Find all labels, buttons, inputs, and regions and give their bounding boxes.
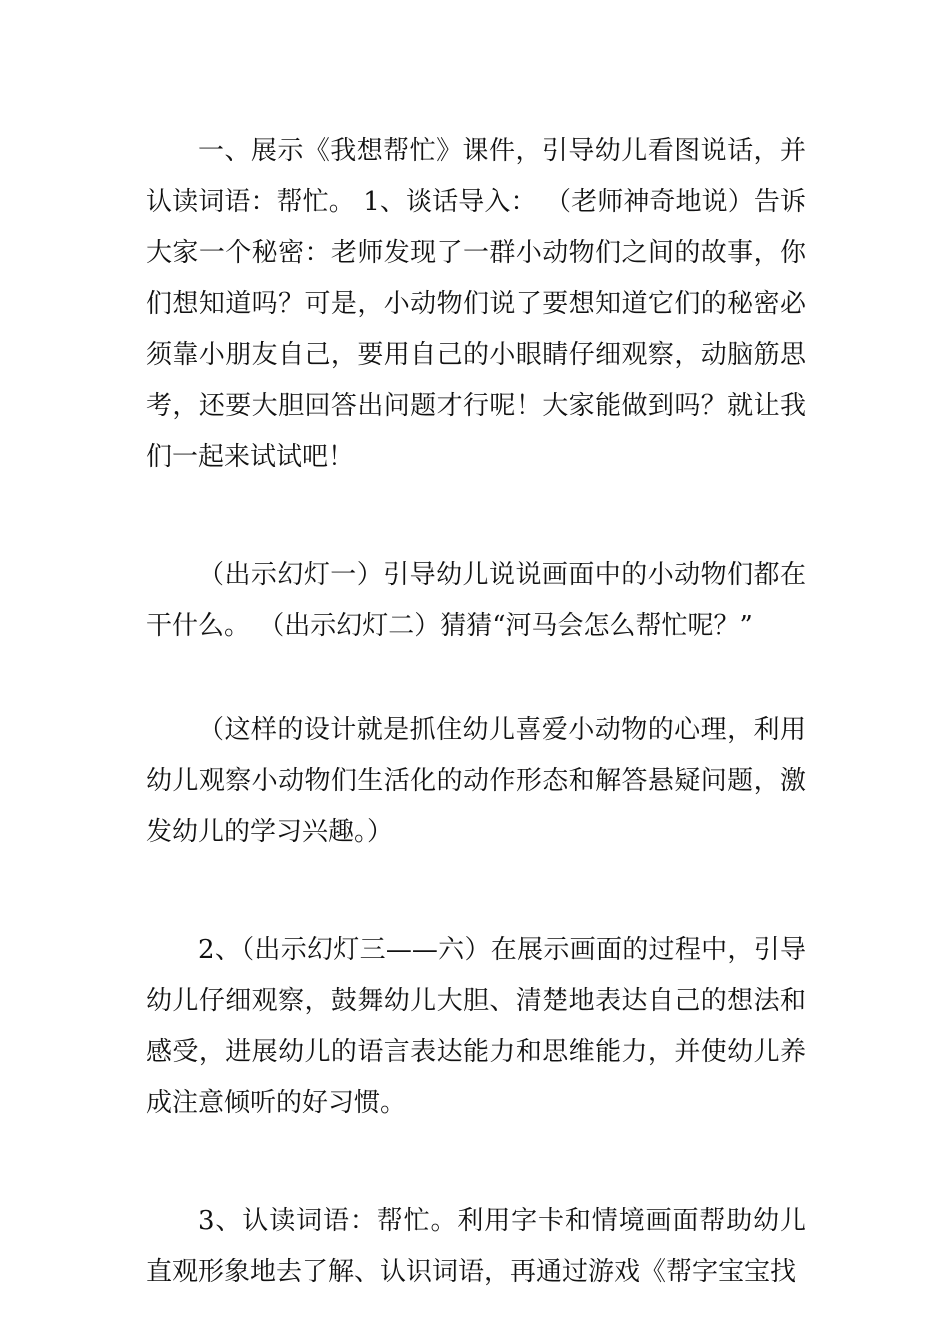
paragraph-word-reading: 3、认读词语：帮忙。利用字卡和情境画面帮助幼儿直观形象地去了解、认识词语，再通过游戏《帮字宝宝找 bbox=[146, 1206, 806, 1287]
document-body bbox=[146, 126, 806, 1298]
paragraph-slides-one-two: （出示幻灯一）引导幼儿说说画面中的小动物们都在干什么。 （出示幻灯二）猜猜“河马会怎么帮忙呢？” bbox=[146, 560, 806, 641]
paragraph-design-note: （这样的设计就是抓住幼儿喜爱小动物的心理，利用幼儿观察小动物们生活化的动作形态和解答悬疑问题，激发幼儿的学习兴趣。） bbox=[146, 715, 806, 847]
paragraph-slides-three-six: 2、（出示幻灯三——六）在展示画面的过程中，引导幼儿仔细观察，鼓舞幼儿大胆、清楚地表达自己的想法和感受，进展幼儿的语言表达能力和思维能力，并使幼儿养成注意倾听的好习惯。 bbox=[146, 935, 806, 1118]
paragraph-intro: 一、展示《我想帮忙》课件，引导幼儿看图说话，并认读词语：帮忙。 1、谈话导入： （老师神奇地说）告诉大家一个秘密：老师发现了一群小动物们之间的故事，你们想知道吗？可是，小动物们说了要想知道它们的秘密必须靠小朋友自己，要用自己的小眼睛仔细观察，动脑筋思考，还要大胆回答出问题才行呢！大家能做到吗？就让我们一起来试试吧！ bbox=[146, 136, 806, 472]
